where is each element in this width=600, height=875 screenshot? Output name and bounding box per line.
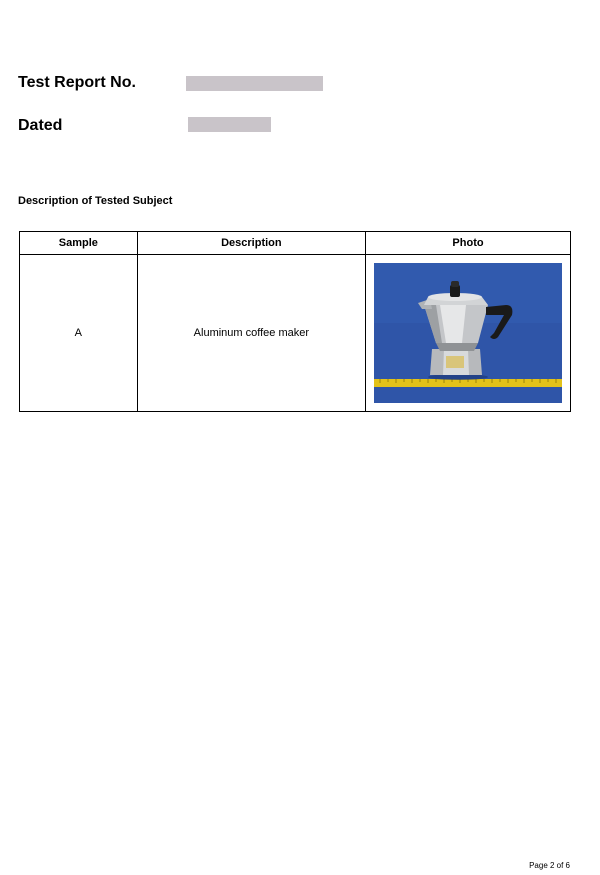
tested-subject-table — [19, 231, 571, 412]
report-number-label: Test Report No. — [18, 74, 136, 91]
column-header-sample: Sample — [20, 232, 138, 255]
page-number: Page 2 of 6 — [529, 861, 570, 870]
date-redaction — [188, 117, 271, 132]
coffee-maker-photo — [374, 263, 562, 403]
dated-label: Dated — [18, 117, 63, 134]
description-cell: Aluminum coffee maker — [137, 255, 365, 412]
table-row — [20, 255, 571, 412]
report-number-redaction — [186, 76, 323, 91]
column-header-photo: Photo — [366, 232, 571, 255]
column-header-description: Description — [137, 232, 365, 255]
sample-cell: A — [20, 255, 138, 412]
section-title: Description of Tested Subject — [18, 195, 173, 207]
photo-cell — [366, 255, 571, 412]
table-header-row — [20, 232, 571, 255]
